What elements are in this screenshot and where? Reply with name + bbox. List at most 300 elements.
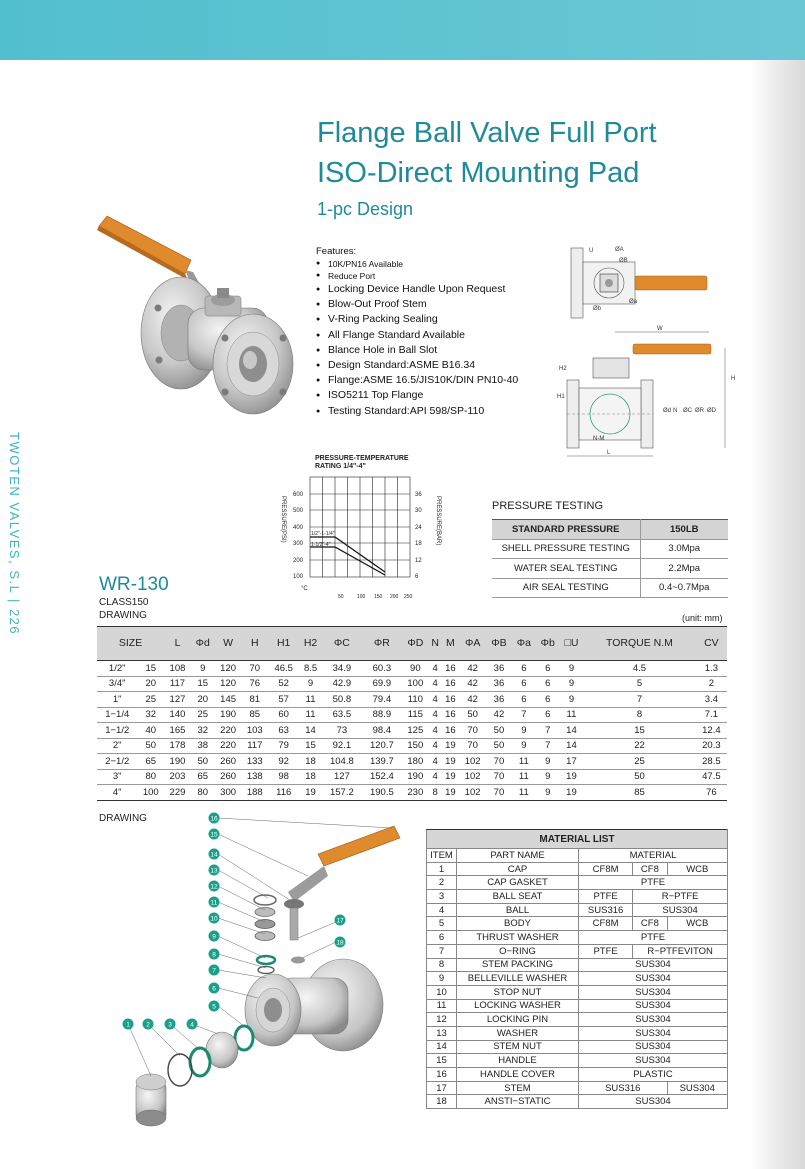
table-cell: 120 bbox=[215, 676, 242, 692]
pressure-testing-table bbox=[492, 519, 728, 598]
table-cell: 102 bbox=[459, 769, 486, 785]
table-cell: 104.8 bbox=[322, 754, 362, 770]
table-row bbox=[97, 707, 727, 723]
table-cell: 6 bbox=[512, 676, 536, 692]
table-cell: 127 bbox=[164, 692, 191, 708]
table-row bbox=[427, 1068, 728, 1082]
pt-psi-tick: 600 bbox=[293, 492, 304, 498]
table-cell: 190.5 bbox=[362, 785, 402, 801]
table-row bbox=[427, 917, 728, 931]
table-row bbox=[492, 578, 728, 598]
table-cell: 139.7 bbox=[362, 754, 402, 770]
table-cell: 145 bbox=[215, 692, 242, 708]
table-cell: 73 bbox=[322, 723, 362, 739]
table-row bbox=[427, 985, 728, 999]
table-cell: CF8 bbox=[633, 862, 667, 876]
pt-bar-tick: 6 bbox=[415, 574, 419, 580]
feature-item: ● Locking Device Handle Upon Request bbox=[316, 282, 556, 297]
table-cell: 81 bbox=[241, 692, 268, 708]
table-cell: 15 bbox=[427, 1054, 457, 1068]
table-cell: 50 bbox=[583, 769, 696, 785]
table-cell: 138 bbox=[241, 769, 268, 785]
table-header-cell: ΦA bbox=[459, 627, 486, 661]
feature-item: ● Flange:ASME 16.5/JIS10K/DIN PN10-40 bbox=[316, 373, 556, 388]
feature-item: ● Reduce Port bbox=[316, 270, 556, 282]
pt-right-axis-label: PRESSURE(BAR) bbox=[435, 496, 441, 546]
table-cell: 11 bbox=[512, 769, 536, 785]
table-cell: SUS316 bbox=[579, 903, 633, 917]
table-cell: 15 bbox=[191, 676, 215, 692]
table-cell: 11 bbox=[512, 754, 536, 770]
table-cell: SUS304 bbox=[633, 903, 728, 917]
pt-bar-tick: 36 bbox=[415, 492, 422, 498]
table-header-cell: PART NAME bbox=[457, 849, 579, 863]
table-cell: 2 bbox=[696, 676, 727, 692]
table-header-cell: H bbox=[241, 627, 268, 661]
table-cell: 70 bbox=[486, 754, 512, 770]
dim-label-phib: Øb bbox=[593, 306, 602, 312]
table-cell: 36 bbox=[486, 661, 512, 677]
table-cell: HANDLE bbox=[457, 1054, 579, 1068]
exploded-view-drawing bbox=[118, 812, 418, 1162]
table-row bbox=[427, 958, 728, 972]
table-cell: PTFE bbox=[579, 876, 728, 890]
table-cell: 9 bbox=[560, 676, 583, 692]
table-cell: 90 bbox=[402, 661, 429, 677]
table-cell: BALL bbox=[457, 903, 579, 917]
table-row bbox=[427, 890, 728, 904]
table-cell: 12 bbox=[427, 1013, 457, 1027]
table-cell: 63 bbox=[268, 723, 299, 739]
table-cell: 50 bbox=[191, 754, 215, 770]
table-cell: 1.3 bbox=[696, 661, 727, 677]
part-number-label: 18 bbox=[336, 939, 344, 947]
table-cell: WATER SEAL TESTING bbox=[492, 559, 640, 579]
table-cell: 19 bbox=[442, 785, 460, 801]
table-cell: CAP bbox=[457, 862, 579, 876]
table-header-cell: Φd bbox=[191, 627, 215, 661]
dim-label-phiB: ØB bbox=[619, 258, 628, 264]
table-cell: SUS304 bbox=[579, 1013, 728, 1027]
feature-item: ● Design Standard:ASME B16.34 bbox=[316, 358, 556, 373]
table-cell: CAP GASKET bbox=[457, 876, 579, 890]
table-cell: 1−1/2 bbox=[97, 723, 137, 739]
table-cell: 1 bbox=[427, 862, 457, 876]
table-cell: 16 bbox=[442, 692, 460, 708]
part-number-label: 14 bbox=[210, 851, 218, 859]
table-cell: 100 bbox=[137, 785, 164, 801]
table-cell: LOCKING WASHER bbox=[457, 999, 579, 1013]
table-cell: 120.7 bbox=[362, 738, 402, 754]
table-cell: CF8M bbox=[579, 862, 633, 876]
table-cell: 9 bbox=[512, 723, 536, 739]
table-cell: 110 bbox=[402, 692, 429, 708]
table-cell: 4 bbox=[427, 903, 457, 917]
feature-item: ● V-Ring Packing Sealing bbox=[316, 312, 556, 327]
table-cell: 15 bbox=[583, 723, 696, 739]
features-heading: Features: bbox=[316, 246, 357, 257]
table-cell: 190 bbox=[164, 754, 191, 770]
pt-bar-tick: 12 bbox=[415, 558, 422, 564]
page-edge-shade bbox=[750, 60, 805, 1169]
table-cell: SUS304 bbox=[579, 1095, 728, 1109]
table-cell: 28.5 bbox=[696, 754, 727, 770]
table-cell: 25 bbox=[137, 692, 164, 708]
table-cell: SUS304 bbox=[667, 1081, 727, 1095]
part-number-label: 17 bbox=[336, 917, 344, 925]
table-header-cell: M bbox=[442, 627, 460, 661]
pt-psi-tick: 100 bbox=[293, 574, 304, 580]
table-cell: 220 bbox=[215, 723, 242, 739]
table-cell: 103 bbox=[241, 723, 268, 739]
table-cell: 65 bbox=[137, 754, 164, 770]
table-cell: STOP NUT bbox=[457, 985, 579, 999]
part-number-label: 11 bbox=[210, 899, 218, 907]
table-cell: 2 bbox=[427, 876, 457, 890]
feature-item: ● Blance Hole in Ball Slot bbox=[316, 343, 556, 358]
table-cell: 63.5 bbox=[322, 707, 362, 723]
table-cell: PTFE bbox=[579, 890, 633, 904]
table-cell: 70 bbox=[486, 769, 512, 785]
table-cell: 2" bbox=[97, 738, 137, 754]
table-cell: 25 bbox=[191, 707, 215, 723]
feature-item: ● ISO5211 Top Flange bbox=[316, 388, 556, 403]
table-cell: 98 bbox=[268, 769, 299, 785]
table-cell: WASHER bbox=[457, 1026, 579, 1040]
dim-label-l: L bbox=[607, 450, 611, 456]
table-cell: 127 bbox=[322, 769, 362, 785]
part-number-label: 6 bbox=[212, 985, 216, 993]
table-cell: 5 bbox=[583, 676, 696, 692]
table-cell: 7.1 bbox=[696, 707, 727, 723]
table-cell: 9 bbox=[536, 769, 560, 785]
table-cell: 6 bbox=[536, 676, 560, 692]
table-cell: 4 bbox=[429, 707, 442, 723]
part-number-label: 10 bbox=[210, 915, 218, 923]
table-cell: 19 bbox=[442, 769, 460, 785]
pt-temp-unit: °C bbox=[301, 586, 308, 592]
table-cell: SUS304 bbox=[579, 999, 728, 1013]
table-cell: 188 bbox=[241, 785, 268, 801]
table-cell: 220 bbox=[215, 738, 242, 754]
table-cell: 4 bbox=[429, 738, 442, 754]
table-cell: 32 bbox=[191, 723, 215, 739]
table-cell: 6 bbox=[512, 692, 536, 708]
table-row bbox=[427, 1054, 728, 1068]
table-header-cell: SIZE bbox=[97, 627, 164, 661]
table-header-row bbox=[492, 520, 728, 540]
table-cell: 14 bbox=[427, 1040, 457, 1054]
table-cell: 18 bbox=[299, 754, 322, 770]
pressure-testing-title: PRESSURE TESTING bbox=[492, 500, 604, 512]
table-cell: 20 bbox=[137, 676, 164, 692]
dim-label-phiC: ØC bbox=[683, 408, 692, 414]
table-cell: 36 bbox=[486, 676, 512, 692]
table-cell: 47.5 bbox=[696, 769, 727, 785]
pt-chart-title-line2: RATING 1/4"-4" bbox=[315, 463, 366, 470]
dim-label-phiD: ØD bbox=[707, 408, 716, 414]
table-cell: 18 bbox=[299, 769, 322, 785]
dim-label-phiA: ØA bbox=[615, 247, 624, 253]
table-cell: 14 bbox=[560, 738, 583, 754]
table-cell: 1/2" bbox=[97, 661, 137, 677]
table-cell: 50 bbox=[459, 707, 486, 723]
table-header-row bbox=[427, 849, 728, 863]
table-cell: 14 bbox=[560, 723, 583, 739]
table-cell: 42 bbox=[486, 707, 512, 723]
table-cell: 11 bbox=[299, 692, 322, 708]
table-row bbox=[427, 931, 728, 945]
table-header-cell: ΦB bbox=[486, 627, 512, 661]
table-cell: 12.4 bbox=[696, 723, 727, 739]
table-header-cell: Φa bbox=[512, 627, 536, 661]
pt-psi-tick: 300 bbox=[293, 541, 304, 547]
dimension-spec-table bbox=[97, 626, 727, 801]
pt-left-axis-label: PRESSURE(PSI) bbox=[280, 496, 286, 543]
table-cell: 16 bbox=[442, 723, 460, 739]
table-cell: 4 bbox=[429, 769, 442, 785]
dim-label-w: W bbox=[657, 326, 663, 332]
table-cell: CF8M bbox=[579, 917, 633, 931]
table-cell: 60 bbox=[268, 707, 299, 723]
table-cell: 108 bbox=[164, 661, 191, 677]
dim-label-nm: N-M bbox=[593, 436, 605, 442]
table-row bbox=[97, 738, 727, 754]
table-cell: 190 bbox=[402, 769, 429, 785]
table-cell: CF8 bbox=[633, 917, 667, 931]
dim-label-h1: H1 bbox=[557, 394, 565, 400]
table-cell: STEM bbox=[457, 1081, 579, 1095]
table-cell: 18 bbox=[427, 1095, 457, 1109]
table-row bbox=[427, 1013, 728, 1027]
table-header-cell: ΦC bbox=[322, 627, 362, 661]
table-cell: 9 bbox=[299, 676, 322, 692]
table-cell: 76 bbox=[241, 676, 268, 692]
table-row bbox=[97, 661, 727, 677]
table-cell: 14 bbox=[299, 723, 322, 739]
table-cell: 16 bbox=[442, 661, 460, 677]
table-cell: 260 bbox=[215, 769, 242, 785]
table-cell: 42 bbox=[459, 692, 486, 708]
table-cell: SUS304 bbox=[579, 1040, 728, 1054]
table-cell: 3 bbox=[427, 890, 457, 904]
table-cell: 57 bbox=[268, 692, 299, 708]
table-row bbox=[97, 692, 727, 708]
table-header-cell: CV bbox=[696, 627, 727, 661]
table-cell: 32 bbox=[137, 707, 164, 723]
table-cell: O−RING bbox=[457, 944, 579, 958]
table-cell: 98.4 bbox=[362, 723, 402, 739]
table-cell: 65 bbox=[191, 769, 215, 785]
table-cell: 70 bbox=[459, 723, 486, 739]
pt-temp-tick: 150 bbox=[374, 594, 383, 600]
table-cell: 11 bbox=[560, 707, 583, 723]
table-cell: 36 bbox=[486, 692, 512, 708]
table-cell: R−PTFE bbox=[633, 890, 728, 904]
pt-curve2-label: 1-1/2"-4" bbox=[311, 542, 331, 548]
table-cell: R−PTFEVITON bbox=[633, 944, 728, 958]
table-cell: 7 bbox=[427, 944, 457, 958]
table-row bbox=[97, 723, 727, 739]
table-cell: SUS304 bbox=[579, 1054, 728, 1068]
pt-psi-tick: 200 bbox=[293, 558, 304, 564]
table-header-cell: N bbox=[429, 627, 442, 661]
pt-bar-tick: 24 bbox=[415, 525, 422, 531]
table-cell: 125 bbox=[402, 723, 429, 739]
table-cell: HANDLE COVER bbox=[457, 1068, 579, 1082]
table-cell: PLASTIC bbox=[579, 1068, 728, 1082]
table-cell: 6 bbox=[427, 931, 457, 945]
table-cell: 20.3 bbox=[696, 738, 727, 754]
page-title-line1: Flange Ball Valve Full Port bbox=[317, 117, 657, 149]
table-cell: 10 bbox=[427, 985, 457, 999]
table-cell: 11 bbox=[299, 707, 322, 723]
table-cell: 150 bbox=[402, 738, 429, 754]
table-header-cell: TORQUE N.M bbox=[583, 627, 696, 661]
table-cell: 260 bbox=[215, 754, 242, 770]
table-cell: 3.4 bbox=[696, 692, 727, 708]
table-cell: 2.2Mpa bbox=[640, 559, 728, 579]
table-cell: 4" bbox=[97, 785, 137, 801]
table-cell: 70 bbox=[486, 785, 512, 801]
table-header-cell: H1 bbox=[268, 627, 299, 661]
table-cell: 9 bbox=[512, 738, 536, 754]
table-cell: 6 bbox=[536, 707, 560, 723]
table-cell: 16 bbox=[442, 676, 460, 692]
table-cell: 180 bbox=[402, 754, 429, 770]
table-cell: 9 bbox=[427, 972, 457, 986]
table-cell: 80 bbox=[191, 785, 215, 801]
table-cell: 133 bbox=[241, 754, 268, 770]
table-cell: SHELL PRESSURE TESTING bbox=[492, 539, 640, 559]
table-cell: WCB bbox=[667, 862, 727, 876]
table-cell: 92.1 bbox=[322, 738, 362, 754]
unit-note: (unit: mm) bbox=[682, 613, 723, 623]
table-cell: 117 bbox=[241, 738, 268, 754]
table-cell: 102 bbox=[459, 754, 486, 770]
table-cell: 4 bbox=[429, 754, 442, 770]
table-row bbox=[97, 676, 727, 692]
table-cell: 52 bbox=[268, 676, 299, 692]
table-cell: 50.8 bbox=[322, 692, 362, 708]
table-header-row bbox=[97, 627, 727, 661]
table-cell: THRUST WASHER bbox=[457, 931, 579, 945]
table-cell: 150LB bbox=[640, 520, 728, 540]
part-number-label: 8 bbox=[212, 951, 216, 959]
pt-temp-tick: 200 bbox=[390, 594, 399, 600]
pt-bar-tick: 30 bbox=[415, 508, 422, 514]
table-cell: 4.5 bbox=[583, 661, 696, 677]
table-cell: SUS304 bbox=[579, 1026, 728, 1040]
table-cell: 60.3 bbox=[362, 661, 402, 677]
table-cell: 79.4 bbox=[362, 692, 402, 708]
part-number-label: 4 bbox=[190, 1021, 194, 1029]
table-cell: 19 bbox=[442, 738, 460, 754]
pt-curve1-label: 1/2"-1-1/4" bbox=[311, 531, 335, 537]
table-cell: 9 bbox=[536, 785, 560, 801]
table-cell: 25 bbox=[583, 754, 696, 770]
table-cell: 16 bbox=[442, 707, 460, 723]
table-cell: STEM PACKING bbox=[457, 958, 579, 972]
table-cell: 116 bbox=[268, 785, 299, 801]
table-row bbox=[427, 944, 728, 958]
table-cell: 50 bbox=[486, 723, 512, 739]
table-row bbox=[427, 903, 728, 917]
table-cell: 102 bbox=[459, 785, 486, 801]
table-cell: 4 bbox=[429, 661, 442, 677]
table-cell: 7 bbox=[536, 723, 560, 739]
table-cell: 1" bbox=[97, 692, 137, 708]
table-cell: STEM NUT bbox=[457, 1040, 579, 1054]
table-cell: 4 bbox=[429, 723, 442, 739]
table-cell: 70 bbox=[241, 661, 268, 677]
table-cell: SUS304 bbox=[579, 985, 728, 999]
table-cell: 4 bbox=[429, 692, 442, 708]
pt-psi-tick: 500 bbox=[293, 508, 304, 514]
table-cell: 2−1/2 bbox=[97, 754, 137, 770]
table-header-cell: □U bbox=[560, 627, 583, 661]
table-cell: 13 bbox=[427, 1026, 457, 1040]
table-header-cell: ITEM bbox=[427, 849, 457, 863]
table-cell: 3.0Mpa bbox=[640, 539, 728, 559]
table-cell: SUS316 bbox=[579, 1081, 668, 1095]
table-cell: 152.4 bbox=[362, 769, 402, 785]
part-number-label: 9 bbox=[212, 933, 216, 941]
part-number-label: 12 bbox=[210, 883, 218, 891]
part-number-label: 1 bbox=[126, 1021, 130, 1029]
table-row bbox=[427, 1040, 728, 1054]
table-cell: 7 bbox=[536, 738, 560, 754]
table-cell: 5 bbox=[427, 917, 457, 931]
model-code: WR-130 bbox=[99, 574, 169, 595]
table-cell: 8.5 bbox=[299, 661, 322, 677]
table-cell: 22 bbox=[583, 738, 696, 754]
table-cell: 1−1/4 bbox=[97, 707, 137, 723]
model-class: CLASS150 bbox=[99, 597, 149, 608]
table-cell: 7 bbox=[583, 692, 696, 708]
dim-label-n: N bbox=[673, 408, 678, 414]
dim-label-u: U bbox=[589, 248, 594, 254]
table-row bbox=[427, 999, 728, 1013]
table-cell: LOCKING PIN bbox=[457, 1013, 579, 1027]
table-cell: 6 bbox=[536, 661, 560, 677]
table-header-cell: W bbox=[215, 627, 242, 661]
table-header-cell: MATERIAL bbox=[579, 849, 728, 863]
table-cell: 178 bbox=[164, 738, 191, 754]
table-cell: 9 bbox=[560, 692, 583, 708]
header-band bbox=[0, 0, 805, 60]
table-cell: 79 bbox=[268, 738, 299, 754]
table-cell: 8 bbox=[583, 707, 696, 723]
table-cell: BALL SEAT bbox=[457, 890, 579, 904]
table-cell: 300 bbox=[215, 785, 242, 801]
table-cell: PTFE bbox=[579, 944, 633, 958]
table-cell: 0.4~0.7Mpa bbox=[640, 578, 728, 598]
table-cell: 230 bbox=[402, 785, 429, 801]
table-cell: 4 bbox=[429, 676, 442, 692]
table-cell: 85 bbox=[583, 785, 696, 801]
table-cell: 8 bbox=[427, 958, 457, 972]
table-cell: 203 bbox=[164, 769, 191, 785]
part-number-label: 2 bbox=[146, 1021, 150, 1029]
table-cell: BELLEVILLE WASHER bbox=[457, 972, 579, 986]
dimension-drawing bbox=[553, 240, 743, 462]
pt-psi-tick: 400 bbox=[293, 525, 304, 531]
table-cell: 115 bbox=[402, 707, 429, 723]
table-cell: 50 bbox=[137, 738, 164, 754]
dim-label-phia: Øa bbox=[629, 299, 638, 305]
pt-temp-tick: 50 bbox=[338, 594, 344, 600]
